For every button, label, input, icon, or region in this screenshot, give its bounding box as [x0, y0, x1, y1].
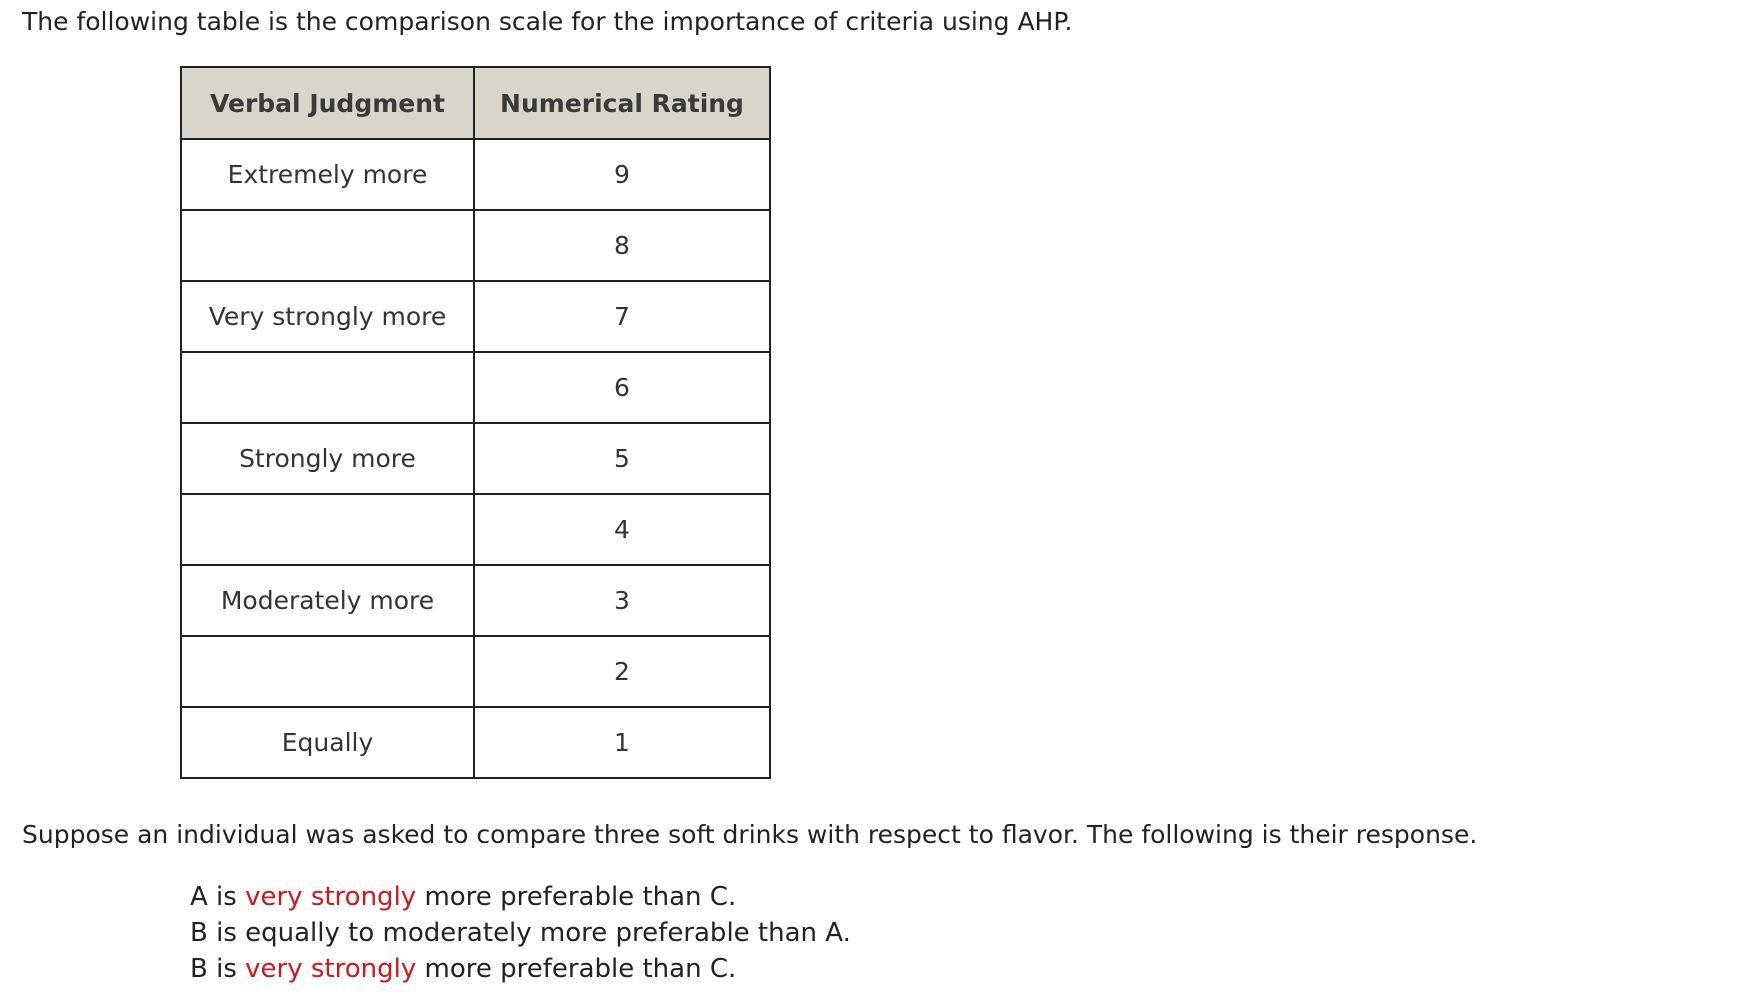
table-row [181, 494, 770, 565]
scenario-paragraph: Suppose an individual was asked to compare three soft drinks with respect to flavor. The following is their response. [22, 820, 1478, 849]
verbal-judgment-cell: Extremely more [181, 139, 474, 210]
response-text-after: more preferable than C. [416, 882, 737, 912]
header-verbal-judgment: Verbal Judgment [181, 67, 474, 139]
numerical-rating-cell: 5 [474, 423, 770, 494]
intro-paragraph: The following table is the comparison scale for the importance of criteria using AHP. [22, 7, 1073, 36]
table-row [181, 210, 770, 281]
verbal-judgment-cell [181, 636, 474, 707]
response-item-2 [190, 915, 851, 951]
numerical-rating-cell: 9 [474, 139, 770, 210]
table-row [181, 565, 770, 636]
table-row [181, 423, 770, 494]
verbal-judgment-cell: Moderately more [181, 565, 474, 636]
response-item-1 [190, 879, 851, 915]
response-text-after: more preferable than C. [416, 954, 737, 984]
response-highlight: very strongly [245, 954, 417, 984]
table-row [181, 139, 770, 210]
verbal-judgment-cell [181, 210, 474, 281]
response-text-before: A is [190, 882, 246, 912]
numerical-rating-cell: 7 [474, 281, 770, 352]
verbal-judgment-cell: Very strongly more [181, 281, 474, 352]
ahp-comparison-scale-table [180, 66, 771, 779]
numerical-rating-cell: 2 [474, 636, 770, 707]
numerical-rating-cell: 3 [474, 565, 770, 636]
table-row [181, 281, 770, 352]
verbal-judgment-cell: Strongly more [181, 423, 474, 494]
response-item-3 [190, 951, 851, 987]
table-row [181, 636, 770, 707]
verbal-judgment-cell [181, 494, 474, 565]
verbal-judgment-cell: Equally [181, 707, 474, 778]
table-row [181, 352, 770, 423]
numerical-rating-cell: 1 [474, 707, 770, 778]
response-text-before: B is [190, 954, 246, 984]
numerical-rating-cell: 8 [474, 210, 770, 281]
response-highlight: very strongly [245, 882, 417, 912]
header-numerical-rating: Numerical Rating [474, 67, 770, 139]
verbal-judgment-cell [181, 352, 474, 423]
numerical-rating-cell: 6 [474, 352, 770, 423]
table-header-row [181, 67, 770, 139]
response-list [190, 879, 851, 987]
numerical-rating-cell: 4 [474, 494, 770, 565]
table-row [181, 707, 770, 778]
response-text-before: B is equally to moderately more preferable than A. [190, 918, 851, 948]
